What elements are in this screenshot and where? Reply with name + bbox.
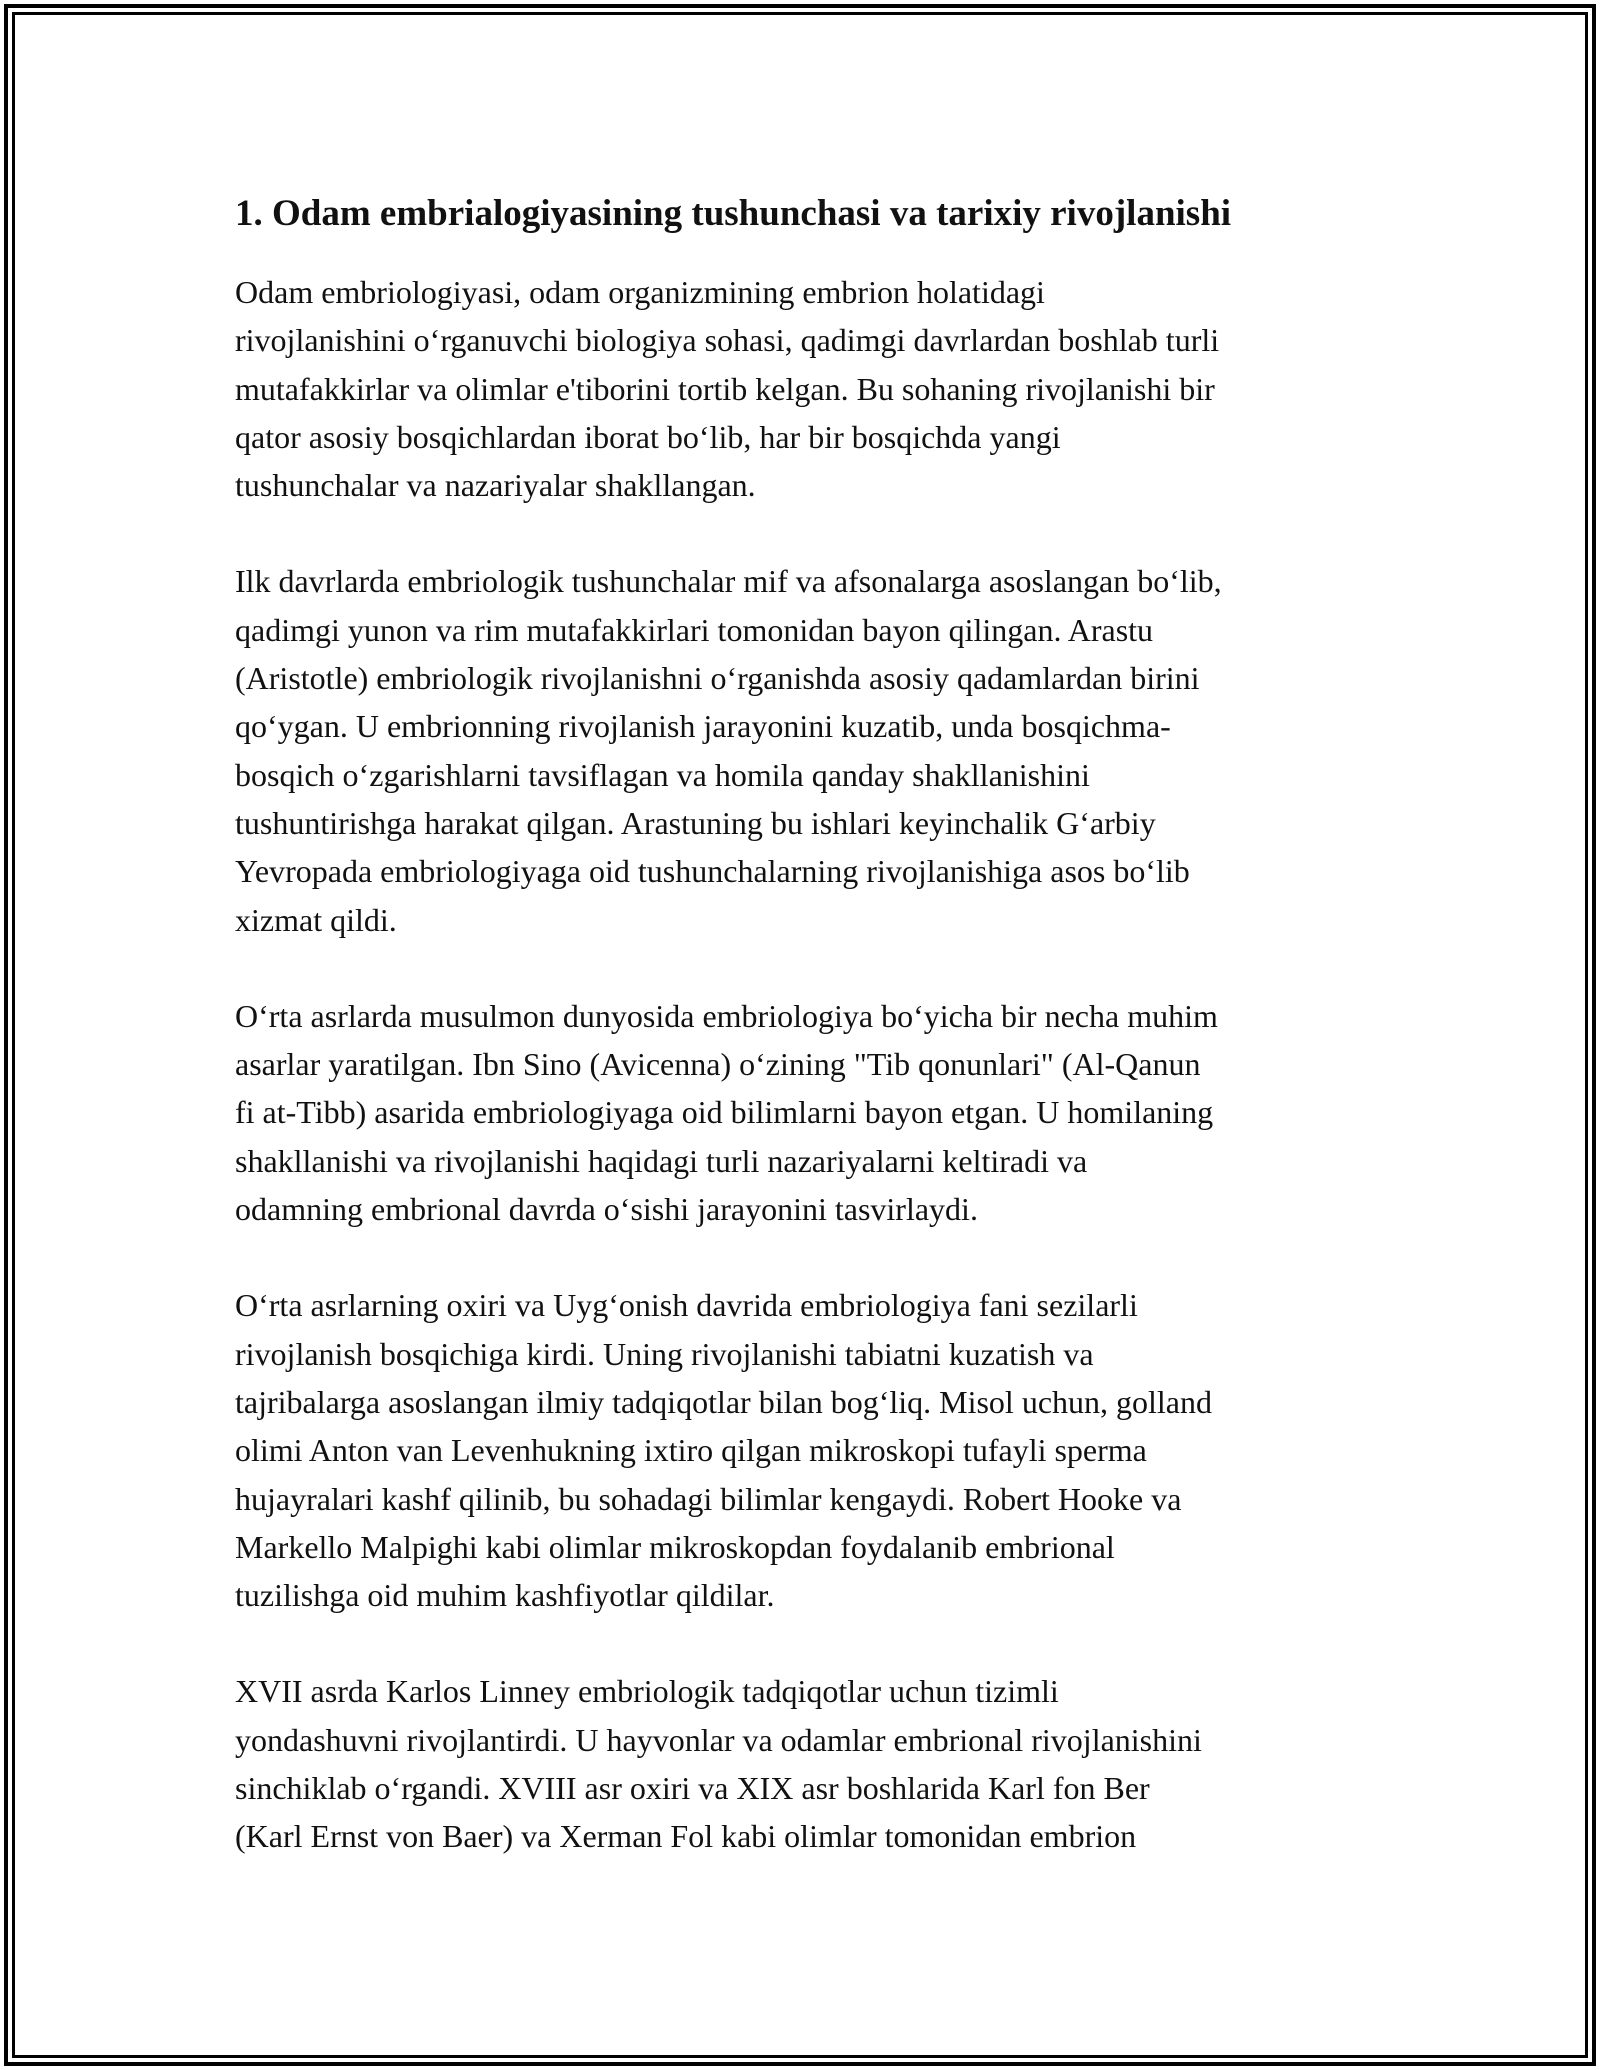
text-line: odamning embrional davrda o‘sishi jarayonini tasvirlaydi. bbox=[235, 1191, 978, 1228]
text-line: rivojlanishini o‘rganuvchi biologiya sohasi, qadimgi davrlardan boshlab turli bbox=[235, 322, 1220, 359]
text-line: rivojlanish bosqichiga kirdi. Uning rivojlanishi tabiatni kuzatish va bbox=[235, 1335, 1094, 1372]
paragraph-middle-ages bbox=[235, 992, 1380, 1233]
text-line: bosqich o‘zgarishlarni tavsiflagan va homila qanday shakllanishini bbox=[235, 756, 1090, 793]
text-line: Markello Malpighi kabi olimlar mikroskopdan foydalanib embrional bbox=[235, 1528, 1115, 1565]
text-line: qo‘ygan. U embrionning rivojlanish jarayonini kuzatib, unda bosqichma- bbox=[235, 708, 1171, 745]
text-line: mutafakkirlar va olimlar e'tiborini tortib kelgan. Bu sohaning rivojlanishi bir bbox=[235, 370, 1215, 407]
text-line: shakllanishi va rivojlanishi haqidagi turli nazariyalarni keltiradi va bbox=[235, 1142, 1088, 1179]
text-line: qator asosiy bosqichlardan iborat bo‘lib, har bir bosqichda yangi bbox=[235, 418, 1061, 455]
text-line: tajribalarga asoslangan ilmiy tadqiqotlar bilan bog‘liq. Misol uchun, golland bbox=[235, 1383, 1212, 1420]
text-line: yondashuvni rivojlantirdi. U hayvonlar va odamlar embrional rivojlanishini bbox=[235, 1721, 1202, 1758]
paragraph-early-periods bbox=[235, 557, 1380, 943]
document-body bbox=[235, 188, 1380, 1909]
text-line: XVII asrda Karlos Linney embriologik tadqiqotlar uchun tizimli bbox=[235, 1673, 1059, 1710]
text-line: tushunchalar va nazariyalar shakllangan. bbox=[235, 467, 756, 504]
text-line: tushuntirishga harakat qilgan. Arastuning bu ishlari keyinchalik G‘arbiy bbox=[235, 804, 1156, 841]
paragraph-17th-century bbox=[235, 1667, 1380, 1860]
text-line: (Aristotle) embriologik rivojlanishni o‘rganishda asosiy qadamlardan birini bbox=[235, 660, 1200, 697]
text-line: Odam embriologiyasi, odam organizmining embrion holatidagi bbox=[235, 274, 1045, 310]
text-line: Yevropada embriologiyaga oid tushunchalarning rivojlanishiga asos bo‘lib bbox=[235, 853, 1190, 890]
text-line: qadimgi yunon va rim mutafakkirlari tomonidan bayon qilingan. Arastu bbox=[235, 611, 1154, 648]
text-line: O‘rta asrlarning oxiri va Uyg‘onish davrida embriologiya fani sezilarli bbox=[235, 1287, 1138, 1324]
text-line: (Karl Ernst von Baer) va Xerman Fol kabi olimlar tomonidan embrion bbox=[235, 1818, 1137, 1855]
text-line: Ilk davrlarda embriologik tushunchalar mif va afsonalarga asoslangan bo‘lib, bbox=[235, 563, 1222, 600]
text-line: xizmat qildi. bbox=[235, 901, 397, 938]
text-line: fi at-Tibb) asarida embriologiyaga oid bilimlarni bayon etgan. U homilaning bbox=[235, 1094, 1214, 1131]
text-line: asarlar yaratilgan. Ibn Sino (Avicenna) o‘zining "Tib qonunlari" (Al-Qanun bbox=[235, 1046, 1201, 1083]
text-line: hujayralari kashf qilinib, bu sohadagi bilimlar kengaydi. Robert Hooke va bbox=[235, 1480, 1182, 1517]
paragraph-renaissance bbox=[235, 1281, 1380, 1619]
section-heading: 1. Odam embrialogiyasining tushunchasi va tarixiy rivojlanishi bbox=[235, 193, 1232, 234]
paragraph-intro bbox=[235, 268, 1380, 509]
text-line: sinchiklab o‘rgandi. XVIII asr oxiri va XIX asr boshlarida Karl fon Ber bbox=[235, 1770, 1150, 1807]
text-line: O‘rta asrlarda musulmon dunyosida embriologiya bo‘yicha bir necha muhim bbox=[235, 997, 1218, 1034]
text-line: tuzilishga oid muhim kashfiyotlar qildilar. bbox=[235, 1577, 775, 1614]
text-line: olimi Anton van Levenhukning ixtiro qilgan mikroskopi tufayli sperma bbox=[235, 1432, 1147, 1469]
